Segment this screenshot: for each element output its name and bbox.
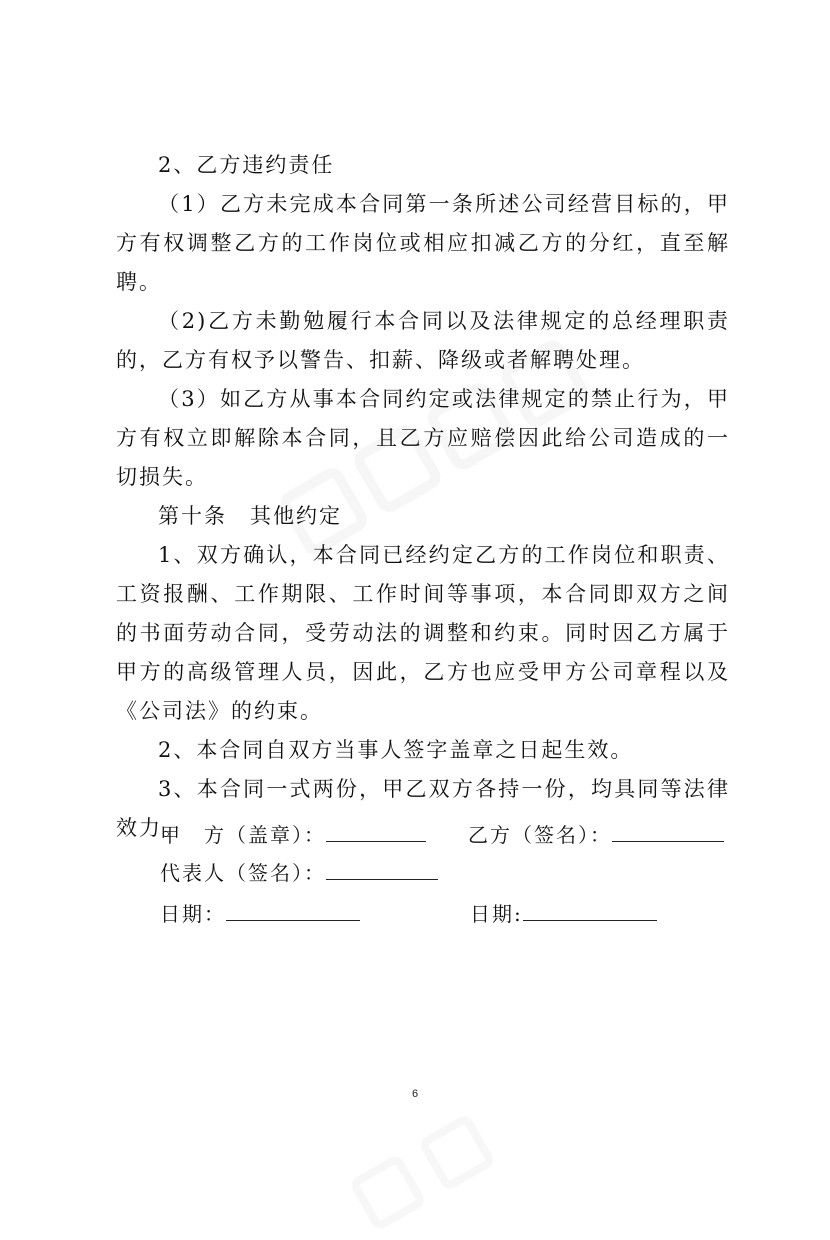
- party-a-date: [160, 899, 360, 929]
- date-a-label: 日期：: [160, 902, 226, 926]
- article-10-title: 第十条 其他约定: [158, 504, 342, 528]
- date-a-blank[interactable]: [226, 900, 360, 921]
- breach-clause-1: （1）乙方未完成本合同第一条所述公司经营目标的，甲方有权调整乙方的工作岗位或相应扣减乙方的分红，直至解聘。: [116, 192, 730, 294]
- representative-signature: [160, 858, 438, 888]
- breach-heading: 2、乙方违约责任: [158, 153, 335, 177]
- party-a-label: 甲 方（盖章）：: [160, 823, 326, 847]
- contract-body: [116, 146, 730, 848]
- breach-clause-2: （2)乙方未勤勉履行本合同以及法律规定的总经理职责的，乙方有权予以警告、扣薪、降级或者解聘处理。: [116, 309, 730, 372]
- party-b-blank[interactable]: [612, 821, 724, 842]
- other-clause-1: 1、双方确认，本合同已经约定乙方的工作岗位和职责、工资报酬、工作期限、工作时间等事项，本合同即双方之间的书面劳动合同，受劳动法的调整和约束。同时因乙方属于甲方的高级管理人员，因此，乙方也应受甲方公司章程以及《公司法》的约束。: [116, 543, 730, 723]
- other-clause-3: 3、本合同一式两份，甲乙双方各持一份，均具同等法律效力。: [116, 777, 730, 840]
- party-a-signature: [160, 820, 426, 850]
- party-b-date: [470, 899, 657, 929]
- date-b-blank[interactable]: [523, 900, 657, 921]
- date-b-label: 日期:: [470, 902, 523, 926]
- party-b-signature: [468, 820, 724, 850]
- party-a-blank[interactable]: [326, 821, 426, 842]
- party-b-label: 乙方（签名）：: [468, 823, 612, 847]
- representative-label: 代表人（签名）：: [160, 861, 326, 885]
- breach-clause-3: （3）如乙方从事本合同约定或法律规定的禁止行为，甲方有权立即解除本合同，且乙方应赔偿因此给公司造成的一切损失。: [116, 387, 730, 489]
- watermark-logo-bottom: [340, 1050, 600, 1240]
- other-clause-2: 2、本合同自双方当事人签字盖章之日起生效。: [158, 738, 634, 762]
- representative-blank[interactable]: [326, 859, 438, 880]
- page-number: 6: [411, 1088, 419, 1100]
